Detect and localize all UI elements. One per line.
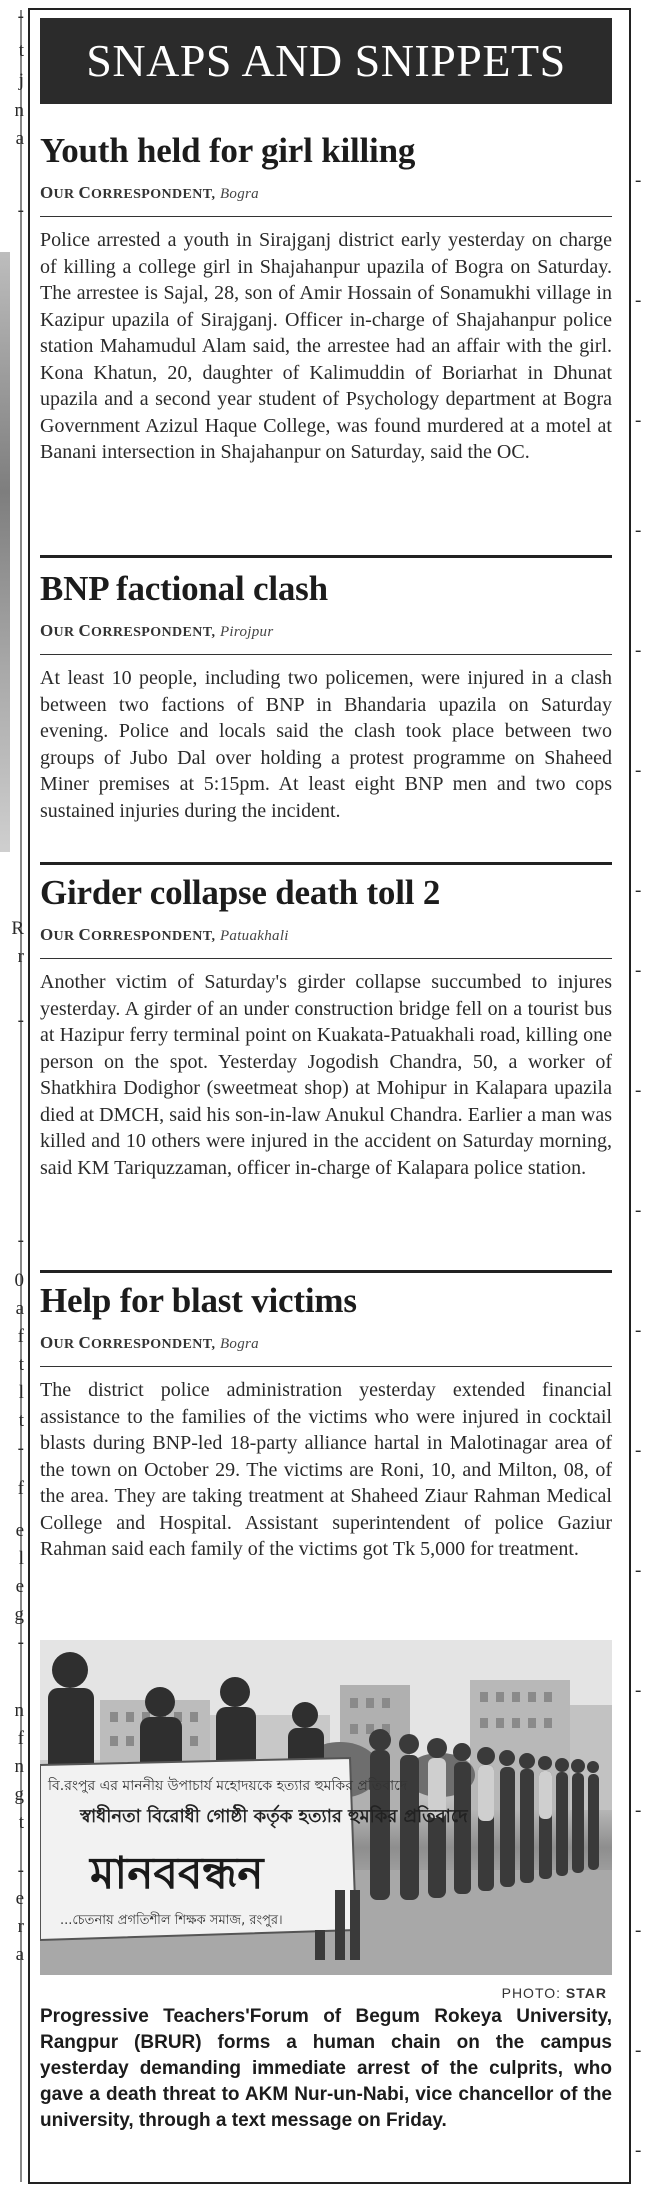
fragment-char: g [14, 1604, 24, 1625]
story-headline: Help for blast victims [40, 1281, 357, 1320]
fragment-char: - [635, 410, 642, 431]
photo-caption: Progressive Teachers'Forum of Begum Rokeya University, Rangpur (BRUR) forms a human chain on the campus yesterday demanding immediate arrest of the culprits, who gave a death threat to AKM Nur-un-Nabi, vice chancellor of the university, through a text message on Friday. [40, 2006, 612, 2131]
fragment-char: - [635, 880, 642, 901]
fragment-char: e [15, 1576, 24, 1597]
fragment-char: - [635, 1440, 642, 1461]
byline-initial: C [78, 183, 92, 202]
story-bnp-clash [40, 568, 612, 824]
story-body: At least 10 people, including two policemen, were injured in a clash between two factions of BNP in Bhandaria upazila on Saturday evening. Police and locals said the clash took place between two groups of Jubo Dal over holding a protest programme on Shaheed Miner premises at 5:15pm. At least eight BNP men and two cops sustained injuries during the incident. [40, 667, 612, 822]
story-body: Police arrested a youth in Sirajganj district early yesterday on charge of killing a college girl in Shajahanpur upazila of Bogra on Saturday. The arrestee is Sajal, 28, son of Amir Hossain of Sonamukhi village in Kazipur upazila of Sirajganj. Officer in-charge of Shajahanpur police station Mahamudul Alam said, the arrestee had an affair with the girl. Kona Khatun, 20, daughter of Kalimuddin of Boriarhat in Dhunat upazila and a second year student of Psychology department at Bogra Government Azizul Haque College, was found murdered at a motel at Banani intersection in Shajahanpur on Saturday, said the OC. [40, 229, 612, 463]
fragment-char: j [18, 70, 24, 91]
fragment-char: - [635, 1560, 642, 1581]
fragment-char: - [635, 2040, 642, 2061]
fragment-char: - [635, 1680, 642, 1701]
fragment-char: - [635, 760, 642, 781]
byline-rule [40, 216, 612, 217]
fragment-char: - [635, 2140, 642, 2161]
fragment-char: - [635, 640, 642, 661]
fragment-char: - [635, 520, 642, 541]
story-headline: Girder collapse death toll 2 [40, 873, 441, 912]
story-divider [40, 862, 612, 865]
fragment-char: n [14, 1700, 24, 1721]
byline-place: Bogra [219, 186, 259, 202]
banner-text-main: মানববন্ধন [90, 1848, 264, 1899]
fragment-char: - [635, 1200, 642, 1221]
banner-text-mid: স্বাধীনতা বিরোধী গোষ্ঠী কর্তৃক হত্যার হুমকির প্রতিবাদে [80, 1806, 468, 1827]
neighbour-photo-edge [0, 252, 10, 852]
byline-initial: C [78, 1333, 92, 1352]
byline-small: UR [53, 187, 79, 202]
photo-credit [502, 1985, 607, 2001]
fragment-char: 0 [14, 1270, 24, 1291]
fragment-char: - [17, 6, 24, 27]
story-byline [40, 182, 612, 206]
fragment-char: - [17, 200, 24, 221]
fragment-char: f [17, 1478, 24, 1499]
fragment-char: - [635, 1920, 642, 1941]
byline-rule [40, 654, 612, 655]
story-headline: BNP factional clash [40, 569, 328, 608]
fragment-char: - [635, 960, 642, 981]
byline-initial: C [78, 621, 92, 640]
fragment-char: r [17, 1916, 24, 1937]
story-youth-held [40, 130, 612, 466]
story-byline [40, 620, 612, 644]
banner-text-bottom: ...চেতনায় প্রগতিশীল শিক্ষক সমাজ, রংপুর। [60, 1913, 283, 1928]
photo-illustration [40, 1640, 612, 1975]
byline-initial: C [78, 925, 92, 944]
byline-small: ORRESPONDENT, [91, 625, 216, 640]
story-divider [40, 1270, 612, 1273]
byline-place: Bogra [219, 1336, 259, 1352]
fragment-char: t [18, 1410, 24, 1431]
story-byline [40, 924, 612, 948]
byline-initial: O [40, 925, 54, 944]
byline-small: UR [53, 625, 79, 640]
fragment-char: - [17, 1230, 24, 1251]
fragment-char: n [14, 100, 24, 121]
byline-small: UR [53, 929, 79, 944]
byline-small: UR [53, 1337, 79, 1352]
story-headline: Youth held for girl killing [40, 131, 416, 170]
fragment-char: R [11, 918, 24, 939]
fragment-char: a [15, 1944, 24, 1965]
fragment-char: - [635, 1320, 642, 1341]
fragment-char: r [17, 946, 24, 967]
fragment-char: e [15, 1520, 24, 1541]
fragment-char: t [18, 1812, 24, 1833]
story-byline [40, 1332, 612, 1356]
column-divider [17, 10, 24, 2182]
fragment-char: - [635, 1800, 642, 1821]
fragment-char: t [18, 1354, 24, 1375]
story-body: Another victim of Saturday's girder collapse succumbed to injures yesterday. A girder of an under construction bridge fell on a tourist bus at Hazipur ferry terminal point on Kuakata-Patuakhali road, killing one person on the spot. Yesterday Jogodish Chandra, 50, a worker of Shatkhira Dodighor (sweetmeat shop) at Mohipur in Kalapara upazila died at DMCH, said his son-in-law Anukul Chandra. Earlier a man was killed and 10 others were injured in the accident on Saturday morning, said KM Tariquzzaman, officer in-charge of Kalapara police station. [40, 971, 612, 1179]
story-divider [40, 555, 612, 558]
fragment-char: t [18, 40, 24, 61]
story-body: The district police administration yesterday extended financial assistance to the families of the victims who were injured in cocktail blasts during BNP-led 18-party alliance hartal in Malotinagar area of the town on October 29. The victims are Roni, 10, and Milton, 08, of the area. They are taking treatment at Shaheed Ziaur Rahman Medical College and Hospital. Assistant superintendent of police Gaziur Rahman said each family of the victims got Tk 5,000 for treatment. [40, 1379, 612, 1560]
fragment-char: n [14, 1756, 24, 1777]
fragment-char: - [17, 1438, 24, 1459]
section-banner: SNAPS AND SNIPPETS [40, 18, 612, 104]
human-chain-photo [40, 1640, 612, 1975]
fragment-char: - [635, 170, 642, 191]
banner-text-top: বি.রংপুর এর মাননীয় উপাচার্য মহোদয়কে হত্যার হুমকির প্রতিবাদে [48, 1778, 408, 1794]
byline-place: Patuakhali [219, 928, 289, 944]
fragment-char: a [15, 128, 24, 149]
byline-rule [40, 1366, 612, 1367]
left-column-fragment [0, 0, 28, 2192]
story-girder-collapse [40, 872, 612, 1181]
fragment-char: l [18, 1548, 24, 1569]
byline-small: ORRESPONDENT, [91, 187, 216, 202]
byline-initial: O [40, 1333, 54, 1352]
fragment-char: a [15, 1298, 24, 1319]
fragment-char: f [17, 1728, 24, 1749]
byline-small: ORRESPONDENT, [91, 929, 216, 944]
fragment-char: - [17, 1860, 24, 1881]
fragment-char: g [14, 1784, 24, 1805]
story-blast-victims [40, 1280, 612, 1563]
right-column-fragment [631, 0, 647, 2192]
byline-initial: O [40, 621, 54, 640]
fragment-char: f [17, 1326, 24, 1347]
byline-small: ORRESPONDENT, [91, 1337, 216, 1352]
byline-rule [40, 958, 612, 959]
fragment-char: - [635, 290, 642, 311]
fragment-char: - [17, 1632, 24, 1653]
byline-initial: O [40, 183, 54, 202]
fragment-char: - [17, 1010, 24, 1031]
byline-place: Pirojpur [219, 624, 274, 640]
fragment-char: l [18, 1382, 24, 1403]
fragment-char: e [15, 1888, 24, 1909]
fragment-char: - [635, 1080, 642, 1101]
photo-credit-source: STAR [565, 1985, 607, 2001]
photo-credit-label: PHOTO: [501, 1985, 562, 2001]
